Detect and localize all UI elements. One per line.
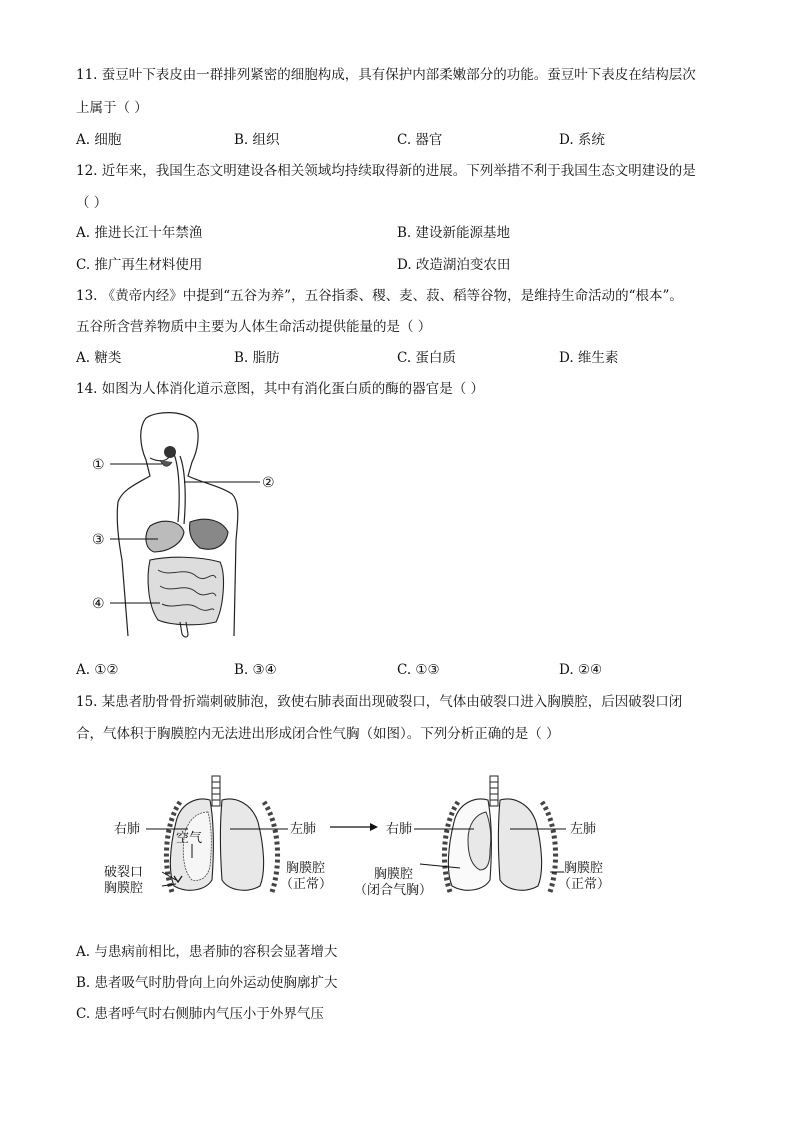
q14-option-d: D. ②④ bbox=[559, 662, 603, 678]
q12-option-c: C. 推广再生材料使用 bbox=[76, 257, 203, 273]
left-rupture-label: 破裂口 bbox=[104, 865, 144, 880]
right-lungs-diagram bbox=[354, 776, 610, 898]
figure-label-3: ③ bbox=[92, 532, 105, 548]
digestive-system-figure bbox=[88, 410, 288, 642]
figure-label-4: ④ bbox=[92, 596, 105, 612]
right-right-lung-label: 右肺 bbox=[386, 822, 413, 837]
arrow-head bbox=[370, 823, 378, 831]
figure-label-2: ② bbox=[262, 475, 275, 491]
q15-option-c: C. 患者呼气时右侧肺内气压小于外界气压 bbox=[76, 1006, 324, 1022]
q13-option-d: D. 维生素 bbox=[559, 350, 619, 366]
q12-stem-line1: 12. 近年来，我国生态文明建设各相关领域均持续取得新的进展。下列举措不利于我国生态文明建设的是 bbox=[76, 163, 696, 179]
q12-option-b: B. 建设新能源基地 bbox=[397, 225, 511, 241]
q12-option-d: D. 改造湖泊变农田 bbox=[397, 257, 511, 273]
left-air-label: 空气 bbox=[176, 831, 203, 846]
q15-option-a: A. 与患病前相比，患者肺的容积会显著增大 bbox=[76, 944, 338, 960]
q11-option-c: C. 器官 bbox=[397, 132, 443, 148]
q15-stem-line1: 15. 某患者肋骨骨折端刺破肺泡，致使右肺表面出现破裂口，气体由破裂口进入胸膜腔，后因破裂口闭 bbox=[76, 694, 683, 710]
pneumothorax-figure bbox=[104, 772, 614, 904]
q12-option-a: A. 推进长江十年禁渔 bbox=[76, 225, 203, 241]
right-pleural-closed-note: （闭合气胸） bbox=[354, 883, 433, 898]
q11-option-b: B. 组织 bbox=[234, 132, 280, 148]
q11-option-d: D. 系统 bbox=[559, 132, 605, 148]
q11-stem-line2: 上属于（ ） bbox=[76, 100, 148, 116]
q14-stem: 14. 如图为人体消化道示意图，其中有消化蛋白质的酶的器官是（ ） bbox=[76, 381, 485, 397]
q11-stem-line1: 11. 蚕豆叶下表皮由一群排列紧密的细胞构成，具有保护内部柔嫩部分的功能。蚕豆叶下表皮在结构层次 bbox=[76, 67, 696, 83]
left-pleural-normal-label: 胸膜腔 bbox=[286, 861, 326, 876]
q13-option-c: C. 蛋白质 bbox=[397, 350, 456, 366]
right-pleural-normal-label: 胸膜腔 bbox=[564, 861, 604, 876]
q12-stem-line2: （ ） bbox=[76, 195, 108, 211]
q14-option-a: A. ①② bbox=[76, 662, 119, 678]
figure-label-1: ① bbox=[92, 457, 105, 473]
q13-stem-line1: 13. 《黄帝内经》中提到“五谷为养”，五谷指黍、稷、麦、菽、稻等谷物，是维持生命活动的“根本”。 bbox=[76, 288, 683, 304]
q11-option-a: A. 细胞 bbox=[76, 132, 122, 148]
q13-option-b: B. 脂肪 bbox=[234, 350, 280, 366]
q13-option-a: A. 糖类 bbox=[76, 350, 122, 366]
q13-stem-line2: 五谷所含营养物质中主要为人体生命活动提供能量的是（ ） bbox=[76, 319, 432, 335]
left-pleural-label: 胸膜腔 bbox=[104, 881, 144, 896]
left-right-lung-label: 右肺 bbox=[114, 822, 141, 837]
right-pleural-normal-note: （正常） bbox=[558, 877, 611, 892]
left-lungs-diagram bbox=[104, 776, 332, 896]
left-left-lung-label: 左肺 bbox=[290, 822, 317, 837]
q15-stem-line2: 合，气体积于胸膜腔内无法进出形成闭合性气胸（如图）。下列分析正确的是（ ） bbox=[76, 726, 560, 742]
left-pleural-normal-note: （正常） bbox=[280, 877, 333, 892]
right-pleural-closed-label: 胸膜腔 bbox=[374, 867, 414, 882]
right-left-lung-label: 左肺 bbox=[570, 822, 597, 837]
q15-option-b: B. 患者吸气时肋骨向上向外运动使胸廓扩大 bbox=[76, 975, 338, 991]
q14-option-b: B. ③④ bbox=[234, 662, 277, 678]
q14-option-c: C. ①③ bbox=[397, 662, 440, 678]
